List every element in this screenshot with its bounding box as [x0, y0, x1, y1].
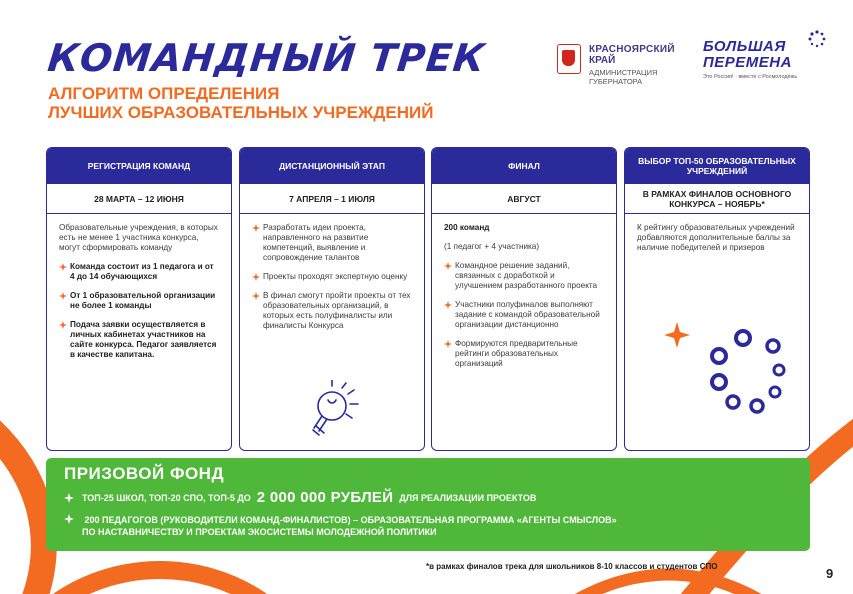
lightbulb-icon: [302, 380, 366, 438]
list-item-text: Командное решение заданий, связанных с доработкой и улучшением разработанного проекта: [455, 261, 598, 290]
star-icon: [64, 493, 74, 503]
list-item: [444, 339, 604, 369]
logo-text: Это Россия! · вместе с Росмолодёжь: [703, 74, 798, 80]
page-number: 9: [826, 566, 834, 581]
footnote: *в рамках финалов трека для школьников 8-10 классов и студентов СПО: [426, 562, 718, 571]
list-item-text: Проекты проходят экспертную оценку: [263, 272, 408, 281]
stage-card-registration: [46, 147, 232, 451]
stage-card-top50: [624, 147, 810, 451]
dots-ring-icon: [808, 30, 826, 48]
star-icon: [252, 224, 260, 232]
list-item: [444, 261, 604, 291]
stage-card-final: [431, 147, 617, 451]
stage-body: [625, 214, 809, 253]
list-item: [59, 262, 219, 282]
stage-body: [240, 214, 424, 331]
prize-item: [64, 514, 764, 538]
stage-title: ВЫБОР ТОП-50 ОБРАЗОВАТЕЛЬНЫХ УЧРЕЖДЕНИЙ: [625, 148, 809, 184]
stage-lead-note: (1 педагог + 4 участника): [444, 242, 540, 251]
list-item: [252, 272, 412, 282]
stage-date: 28 МАРТА – 12 ИЮНЯ: [47, 184, 231, 214]
prize-title: ПРИЗОВОЙ ФОНД: [64, 464, 225, 483]
star-icon: [444, 262, 452, 270]
stage-date: В РАМКАХ ФИНАЛОВ ОСНОВНОГО КОНКУРСА – НОЯБРЬ*: [625, 184, 809, 214]
stage-lead: 200 команд: [444, 223, 490, 232]
list-item-text: В финал смогут пройти проекты от тех образовательных организаций, в которых есть полуфиналисты или финалисты Конкурса: [263, 291, 411, 330]
stage-date: 7 АПРЕЛЯ – 1 ИЮЛЯ: [240, 184, 424, 214]
star-icon: [252, 273, 260, 281]
star-icon: [59, 292, 67, 300]
list-item-text: От 1 образовательной организации не более 1 команды: [70, 291, 216, 310]
stage-date: АВГУСТ: [432, 184, 616, 214]
logo-text: ПЕРЕМЕНА: [703, 54, 792, 71]
star-icon: [444, 301, 452, 309]
prize-fund: [46, 458, 810, 551]
star-icon: [252, 292, 260, 300]
stage-title: ДИСТАНЦИОННЫЙ ЭТАП: [240, 148, 424, 184]
stage-body: [432, 214, 616, 369]
stage-intro: К рейтингу образовательных учреждений добавляются дополнительные баллы за наличие победителей и призеров: [637, 223, 795, 252]
stage-body: [47, 214, 231, 360]
prize-item: [64, 489, 536, 506]
list-item: [252, 223, 412, 263]
list-item-text: Разработать идеи проекта, направленного на развитие компетенций, выявление и сопровождение талантов: [263, 223, 369, 262]
list-item: [252, 291, 412, 331]
list-item: [59, 320, 219, 360]
logo-text: ГУБЕРНАТОРА: [589, 77, 643, 86]
prize-text: ПО НАСТАВНИЧЕСТВУ И ПРОЕКТАМ ЭКОСИСТЕМЫ МОЛОДЕЖНОЙ ПОЛИТИКИ: [82, 527, 437, 537]
dots-ring-icon: [625, 318, 810, 428]
star-icon: [64, 514, 74, 524]
logo-text: АДМИНИСТРАЦИЯ: [589, 68, 658, 77]
list-item: [59, 291, 219, 311]
star-icon: [444, 340, 452, 348]
list-item: [444, 300, 604, 330]
prize-amount: 2 000 000 РУБЛЕЙ: [256, 489, 394, 506]
stage-intro: Образовательные учреждения, в которых есть не менее 1 участника конкурса, могут сформировать команду: [59, 223, 218, 252]
logo-text: БОЛЬШАЯ: [703, 38, 786, 55]
page-subtitle: [48, 84, 478, 122]
stage-card-distance: [239, 147, 425, 451]
stage-title: ФИНАЛ: [432, 148, 616, 184]
logo-text: КРАСНОЯРСКИЙ: [589, 44, 675, 55]
subtitle-line: ЛУЧШИХ ОБРАЗОВАТЕЛЬНЫХ УЧРЕЖДЕНИЙ: [48, 103, 434, 122]
stages: [46, 147, 810, 451]
logo-text: КРАЙ: [589, 55, 616, 66]
bolshaya-peremena-logo: [700, 34, 830, 84]
subtitle-line: АЛГОРИТМ ОПРЕДЕЛЕНИЯ: [48, 84, 280, 103]
crest-icon: [557, 44, 581, 74]
list-item-text: Формируются предварительные рейтинги образовательных организаций: [455, 339, 578, 368]
star-icon: [59, 263, 67, 271]
prize-text: ДЛЯ РЕАЛИЗАЦИИ ПРОЕКТОВ: [399, 492, 537, 503]
list-item-text: Подача заявки осуществляется в личных кабинетах участников на сайте конкурса. Педагог заявляется в качестве капитана.: [70, 320, 217, 359]
page-title: КОМАНДНЫЙ ТРЕК: [45, 36, 488, 80]
prize-text: 200 ПЕДАГОГОВ (РУКОВОДИТЕЛИ КОМАНД-ФИНАЛИСТОВ) – ОБРАЗОВАТЕЛЬНАЯ ПРОГРАММА «АГЕНТЫ СМЫСЛОВ»: [84, 515, 617, 525]
list-item-text: Команда состоит из 1 педагога и от 4 до 14 обучающихся: [70, 262, 214, 281]
list-item-text: Участники полуфиналов выполняют задание с командой образовательной организации дистанционно: [455, 300, 600, 329]
star-icon: [59, 321, 67, 329]
prize-text: ТОП-25 ШКОЛ, ТОП-20 СПО, ТОП-5 ДО: [82, 492, 251, 503]
stage-title: РЕГИСТРАЦИЯ КОМАНД: [47, 148, 231, 184]
krasnoyarsk-logo: [557, 44, 677, 86]
